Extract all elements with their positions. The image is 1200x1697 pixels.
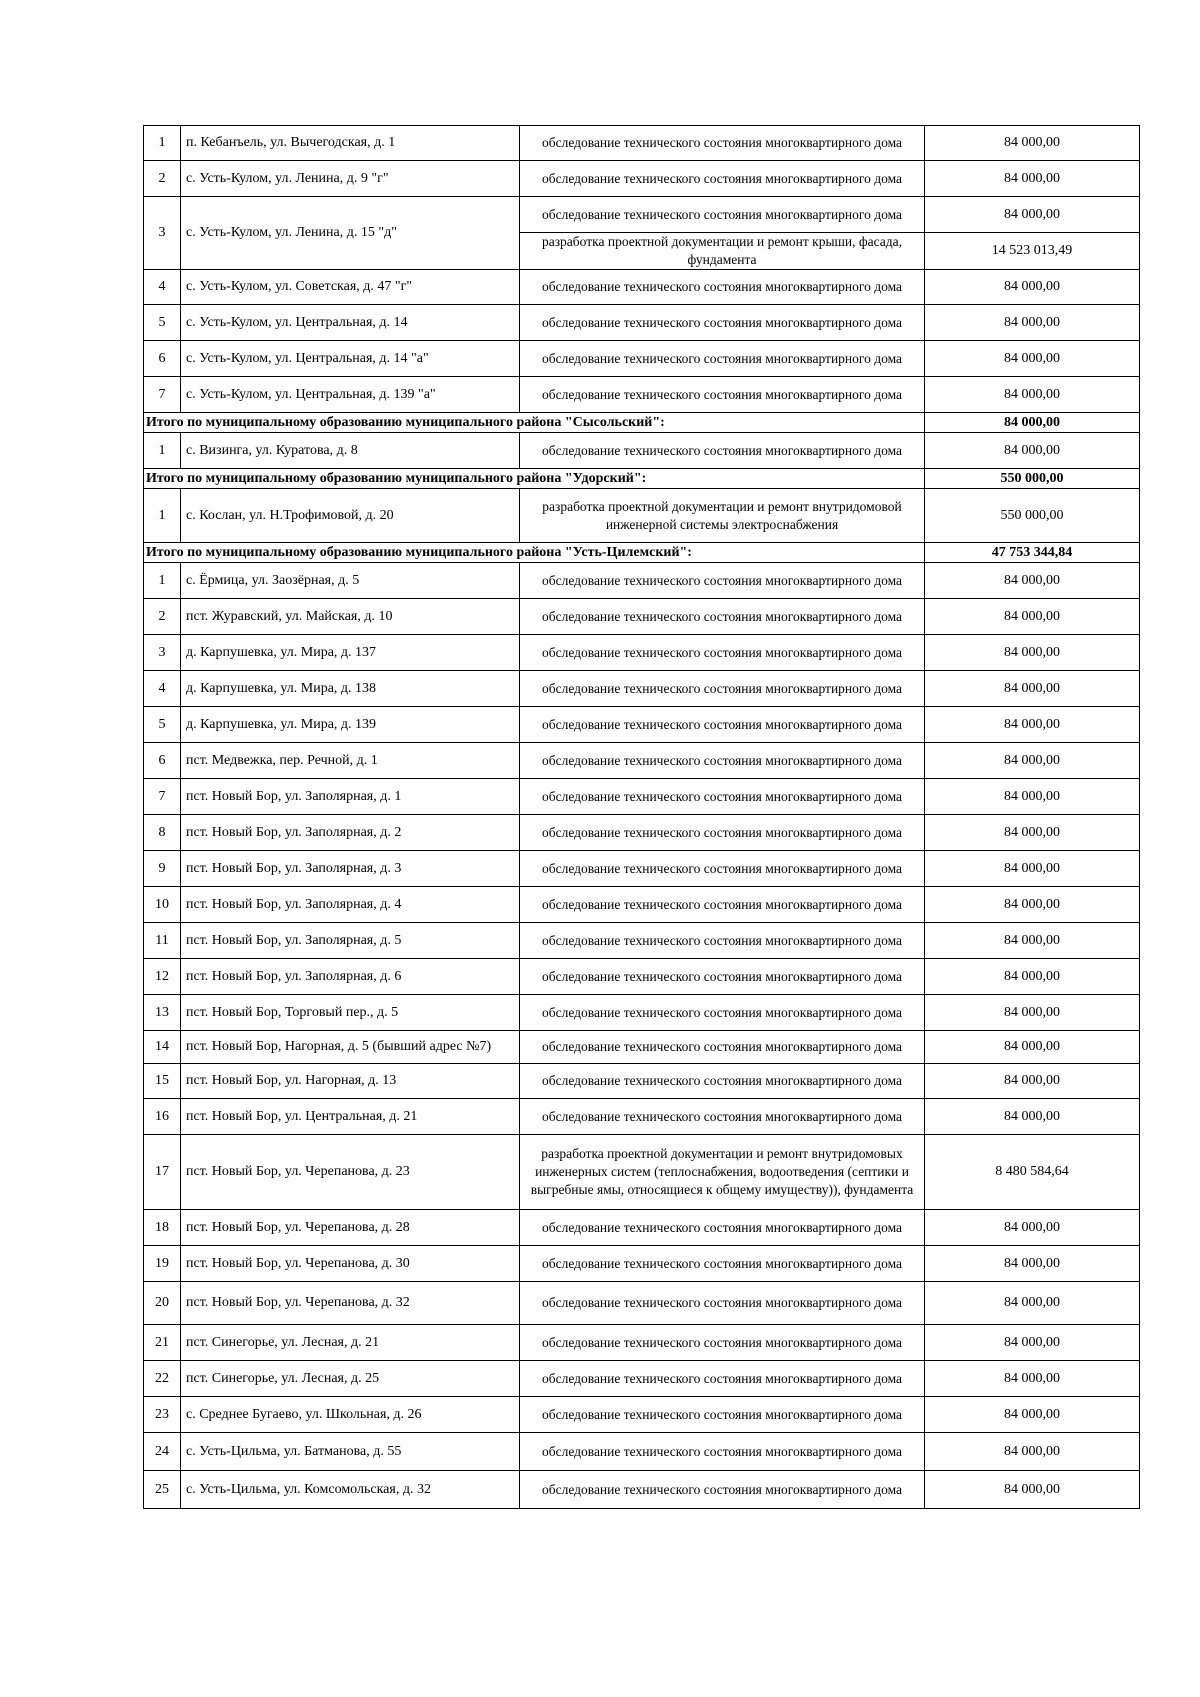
row-number: 16	[144, 1099, 181, 1135]
row-amount: 84 000,00	[925, 851, 1140, 887]
row-address: пст. Новый Бор, Торговый пер., д. 5	[181, 995, 520, 1031]
row-amount: 84 000,00	[925, 433, 1140, 469]
row-address: пст. Новый Бор, ул. Заполярная, д. 4	[181, 887, 520, 923]
row-amount: 84 000,00	[925, 1433, 1140, 1471]
row-address: пст. Новый Бор, ул. Нагорная, д. 13	[181, 1064, 520, 1099]
row-address: с. Усть-Цильма, ул. Комсомольская, д. 32	[181, 1471, 520, 1509]
row-work-type: обследование технического состояния многоквартирного дома	[520, 707, 925, 743]
row-address: с. Кослан, ул. Н.Трофимовой, д. 20	[181, 489, 520, 543]
row-work-type: обследование технического состояния многоквартирного дома	[520, 779, 925, 815]
row-amount: 84 000,00	[925, 126, 1140, 161]
row-address: пст. Новый Бор, ул. Черепанова, д. 23	[181, 1135, 520, 1210]
table-row	[144, 599, 1140, 635]
row-number: 2	[144, 161, 181, 197]
row-work-type: разработка проектной документации и ремонт крыши, фасада, фундамента	[520, 233, 925, 270]
table-row	[144, 1282, 1140, 1325]
group-total-amount: 84 000,00	[925, 413, 1140, 433]
row-number: 22	[144, 1361, 181, 1397]
row-address: с. Ёрмица, ул. Заозёрная, д. 5	[181, 563, 520, 599]
row-number: 5	[144, 305, 181, 341]
row-amount: 84 000,00	[925, 635, 1140, 671]
row-work-type: обследование технического состояния многоквартирного дома	[520, 1397, 925, 1433]
table-row	[144, 959, 1140, 995]
table-row	[144, 815, 1140, 851]
table-row	[144, 377, 1140, 413]
row-number: 1	[144, 433, 181, 469]
row-number: 6	[144, 743, 181, 779]
row-address: пст. Новый Бор, ул. Черепанова, д. 30	[181, 1246, 520, 1282]
table-row	[144, 161, 1140, 197]
row-number: 4	[144, 671, 181, 707]
row-amount: 84 000,00	[925, 599, 1140, 635]
row-address: с. Среднее Бугаево, ул. Школьная, д. 26	[181, 1397, 520, 1433]
row-amount: 84 000,00	[925, 1397, 1140, 1433]
row-amount: 84 000,00	[925, 1064, 1140, 1099]
row-number: 14	[144, 1031, 181, 1064]
row-work-type: обследование технического состояния многоквартирного дома	[520, 1210, 925, 1246]
table-row	[144, 1210, 1140, 1246]
row-amount: 84 000,00	[925, 197, 1140, 233]
row-amount: 84 000,00	[925, 923, 1140, 959]
table-row	[144, 887, 1140, 923]
row-address: д. Карпушевка, ул. Мира, д. 137	[181, 635, 520, 671]
row-number: 20	[144, 1282, 181, 1325]
table-row	[144, 1246, 1140, 1282]
row-address: п. Кебанъель, ул. Вычегодская, д. 1	[181, 126, 520, 161]
table-row	[144, 341, 1140, 377]
table-row	[144, 197, 1140, 233]
row-work-type: обследование технического состояния многоквартирного дома	[520, 1282, 925, 1325]
table-row	[144, 1397, 1140, 1433]
row-work-type: разработка проектной документации и ремонт внутридомовой инженерной системы электроснабжения	[520, 489, 925, 543]
row-number: 15	[144, 1064, 181, 1099]
row-work-type: обследование технического состояния многоквартирного дома	[520, 1064, 925, 1099]
row-work-type: обследование технического состояния многоквартирного дома	[520, 126, 925, 161]
group-total-label: Итого по муниципальному образованию муниципального района "Удорский":	[144, 469, 925, 489]
row-number: 6	[144, 341, 181, 377]
row-address: д. Карпушевка, ул. Мира, д. 138	[181, 671, 520, 707]
row-number: 12	[144, 959, 181, 995]
row-amount: 84 000,00	[925, 1361, 1140, 1397]
row-amount: 84 000,00	[925, 671, 1140, 707]
table-row	[144, 563, 1140, 599]
row-number: 8	[144, 815, 181, 851]
table-row	[144, 126, 1140, 161]
table-row	[144, 635, 1140, 671]
row-amount: 84 000,00	[925, 377, 1140, 413]
row-number: 13	[144, 995, 181, 1031]
table-row	[144, 743, 1140, 779]
row-address: пст. Журавский, ул. Майская, д. 10	[181, 599, 520, 635]
table-row	[144, 1031, 1140, 1064]
row-amount: 84 000,00	[925, 1282, 1140, 1325]
row-number: 7	[144, 377, 181, 413]
table-row	[144, 1471, 1140, 1509]
row-amount: 84 000,00	[925, 959, 1140, 995]
row-work-type: обследование технического состояния многоквартирного дома	[520, 161, 925, 197]
row-amount: 84 000,00	[925, 1210, 1140, 1246]
row-number: 2	[144, 599, 181, 635]
row-number: 7	[144, 779, 181, 815]
row-amount: 84 000,00	[925, 815, 1140, 851]
row-amount: 550 000,00	[925, 489, 1140, 543]
group-total-row	[144, 469, 1140, 489]
row-work-type: обследование технического состояния многоквартирного дома	[520, 305, 925, 341]
group-total-amount: 550 000,00	[925, 469, 1140, 489]
row-amount: 84 000,00	[925, 1099, 1140, 1135]
row-amount: 84 000,00	[925, 995, 1140, 1031]
row-work-type: обследование технического состояния многоквартирного дома	[520, 1433, 925, 1471]
row-number: 3	[144, 635, 181, 671]
row-number: 25	[144, 1471, 181, 1509]
row-number: 24	[144, 1433, 181, 1471]
row-address: с. Усть-Кулом, ул. Центральная, д. 14	[181, 305, 520, 341]
row-number: 1	[144, 126, 181, 161]
row-work-type: обследование технического состояния многоквартирного дома	[520, 1361, 925, 1397]
group-total-amount: 47 753 344,84	[925, 543, 1140, 563]
table-row	[144, 1064, 1140, 1099]
table-row	[144, 1361, 1140, 1397]
row-work-type: обследование технического состояния многоквартирного дома	[520, 815, 925, 851]
row-work-type: обследование технического состояния многоквартирного дома	[520, 1246, 925, 1282]
row-address: пст. Новый Бор, ул. Заполярная, д. 2	[181, 815, 520, 851]
row-work-type: обследование технического состояния многоквартирного дома	[520, 377, 925, 413]
row-address: пст. Новый Бор, ул. Центральная, д. 21	[181, 1099, 520, 1135]
row-address: с. Усть-Цильма, ул. Батманова, д. 55	[181, 1433, 520, 1471]
table-row	[144, 671, 1140, 707]
row-amount: 84 000,00	[925, 305, 1140, 341]
row-amount: 84 000,00	[925, 1471, 1140, 1509]
table-row	[144, 779, 1140, 815]
row-amount: 8 480 584,64	[925, 1135, 1140, 1210]
row-work-type: обследование технического состояния многоквартирного дома	[520, 923, 925, 959]
row-work-type: обследование технического состояния многоквартирного дома	[520, 851, 925, 887]
row-amount: 84 000,00	[925, 707, 1140, 743]
table-row	[144, 433, 1140, 469]
row-address: с. Усть-Кулом, ул. Ленина, д. 9 "г"	[181, 161, 520, 197]
row-address: с. Усть-Кулом, ул. Центральная, д. 14 "а"	[181, 341, 520, 377]
row-work-type: обследование технического состояния многоквартирного дома	[520, 995, 925, 1031]
group-total-label: Итого по муниципальному образованию муниципального района "Усть-Цилемский":	[144, 543, 925, 563]
row-number: 11	[144, 923, 181, 959]
table-row	[144, 305, 1140, 341]
row-address: пст. Новый Бор, ул. Заполярная, д. 1	[181, 779, 520, 815]
row-address: пст. Новый Бор, ул. Заполярная, д. 5	[181, 923, 520, 959]
row-work-type: обследование технического состояния многоквартирного дома	[520, 743, 925, 779]
row-amount: 84 000,00	[925, 563, 1140, 599]
table-body	[144, 126, 1140, 1509]
row-address: пст. Новый Бор, ул. Заполярная, д. 6	[181, 959, 520, 995]
row-number: 1	[144, 489, 181, 543]
row-amount: 14 523 013,49	[925, 233, 1140, 270]
table-row	[144, 995, 1140, 1031]
row-address: с. Усть-Кулом, ул. Ленина, д. 15 "д"	[181, 197, 520, 270]
row-number: 23	[144, 1397, 181, 1433]
table-row	[144, 1433, 1140, 1471]
table-row	[144, 1135, 1140, 1210]
row-amount: 84 000,00	[925, 743, 1140, 779]
row-amount: 84 000,00	[925, 161, 1140, 197]
row-address: д. Карпушевка, ул. Мира, д. 139	[181, 707, 520, 743]
row-work-type: обследование технического состояния многоквартирного дома	[520, 270, 925, 305]
row-number: 17	[144, 1135, 181, 1210]
row-number: 4	[144, 270, 181, 305]
row-address: с. Усть-Кулом, ул. Центральная, д. 139 "а"	[181, 377, 520, 413]
row-work-type: обследование технического состояния многоквартирного дома	[520, 197, 925, 233]
repair-program-table	[143, 125, 1140, 1509]
row-number: 10	[144, 887, 181, 923]
table-row	[144, 851, 1140, 887]
table-row	[144, 923, 1140, 959]
row-amount: 84 000,00	[925, 1031, 1140, 1064]
table-row	[144, 270, 1140, 305]
row-number: 19	[144, 1246, 181, 1282]
row-amount: 84 000,00	[925, 887, 1140, 923]
table-row	[144, 707, 1140, 743]
table-row	[144, 1099, 1140, 1135]
table-row	[144, 1325, 1140, 1361]
row-work-type: обследование технического состояния многоквартирного дома	[520, 671, 925, 707]
row-work-type: обследование технического состояния многоквартирного дома	[520, 959, 925, 995]
row-number: 5	[144, 707, 181, 743]
row-work-type: обследование технического состояния многоквартирного дома	[520, 1325, 925, 1361]
row-address: с. Визинга, ул. Куратова, д. 8	[181, 433, 520, 469]
row-address: пст. Синегорье, ул. Лесная, д. 21	[181, 1325, 520, 1361]
table-row	[144, 489, 1140, 543]
row-address: пст. Новый Бор, Нагорная, д. 5 (бывший адрес №7)	[181, 1031, 520, 1064]
row-work-type: обследование технического состояния многоквартирного дома	[520, 563, 925, 599]
group-total-row	[144, 413, 1140, 433]
row-number: 21	[144, 1325, 181, 1361]
row-number: 18	[144, 1210, 181, 1246]
row-amount: 84 000,00	[925, 1325, 1140, 1361]
row-work-type: обследование технического состояния многоквартирного дома	[520, 887, 925, 923]
row-address: пст. Новый Бор, ул. Черепанова, д. 28	[181, 1210, 520, 1246]
row-address: с. Усть-Кулом, ул. Советская, д. 47 "г"	[181, 270, 520, 305]
row-address: пст. Новый Бор, ул. Заполярная, д. 3	[181, 851, 520, 887]
row-number: 3	[144, 197, 181, 270]
row-work-type: обследование технического состояния многоквартирного дома	[520, 1031, 925, 1064]
row-address: пст. Медвежка, пер. Речной, д. 1	[181, 743, 520, 779]
row-amount: 84 000,00	[925, 1246, 1140, 1282]
row-work-type: разработка проектной документации и ремонт внутридомовых инженерных систем (теплоснабжения, водоотведения (септики и выгребные ямы, относящиеся к общему имуществу)), фундамента	[520, 1135, 925, 1210]
row-address: пст. Синегорье, ул. Лесная, д. 25	[181, 1361, 520, 1397]
row-amount: 84 000,00	[925, 341, 1140, 377]
row-work-type: обследование технического состояния многоквартирного дома	[520, 1471, 925, 1509]
row-work-type: обследование технического состояния многоквартирного дома	[520, 341, 925, 377]
row-work-type: обследование технического состояния многоквартирного дома	[520, 1099, 925, 1135]
row-work-type: обследование технического состояния многоквартирного дома	[520, 433, 925, 469]
row-address: пст. Новый Бор, ул. Черепанова, д. 32	[181, 1282, 520, 1325]
row-work-type: обследование технического состояния многоквартирного дома	[520, 599, 925, 635]
group-total-row	[144, 543, 1140, 563]
document-page	[143, 125, 1139, 1509]
row-amount: 84 000,00	[925, 779, 1140, 815]
row-number: 9	[144, 851, 181, 887]
group-total-label: Итого по муниципальному образованию муниципального района "Сысольский":	[144, 413, 925, 433]
row-number: 1	[144, 563, 181, 599]
row-amount: 84 000,00	[925, 270, 1140, 305]
row-work-type: обследование технического состояния многоквартирного дома	[520, 635, 925, 671]
